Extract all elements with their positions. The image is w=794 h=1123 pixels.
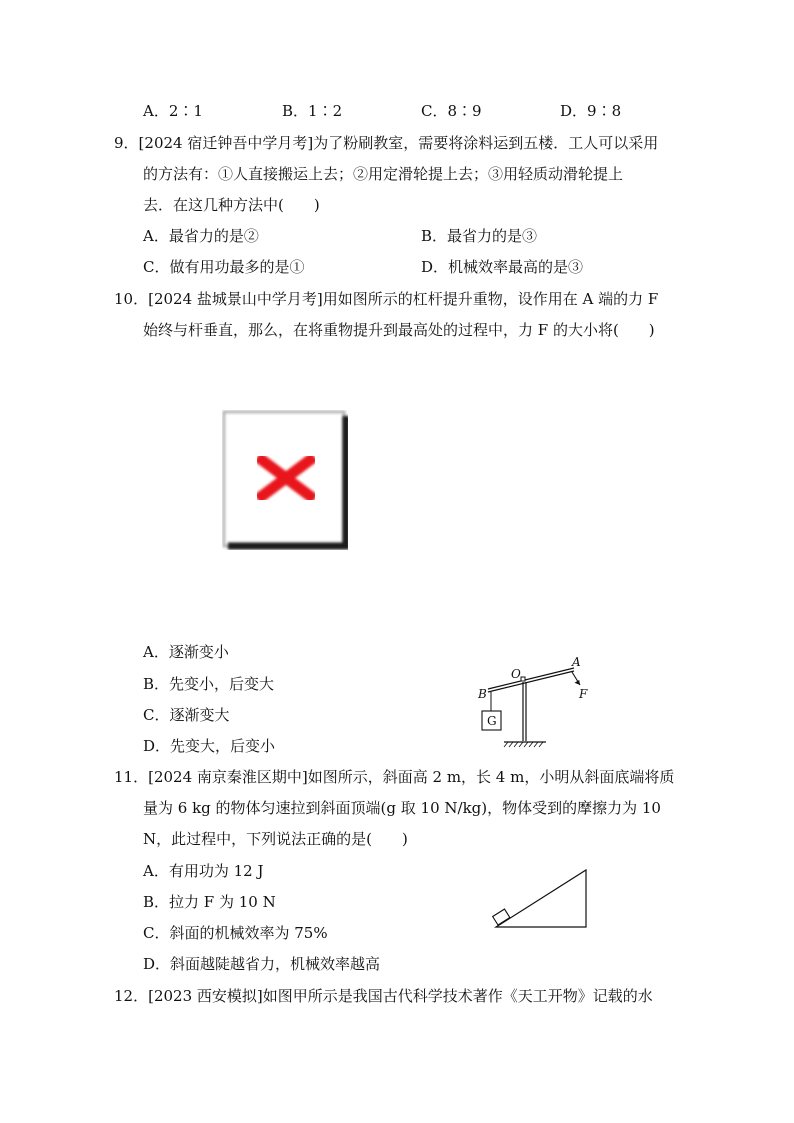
q10-option-d: D．先变大，后变小 [143, 737, 276, 755]
q9-option-a: A．最省力的是② [143, 227, 259, 245]
label-a: A [572, 655, 581, 669]
broken-image-placeholder [222, 410, 348, 550]
q8-option-b: B．1∶2 [282, 102, 343, 120]
q11-option-b: B．拉力 F 为 10 N [143, 893, 276, 911]
pivot [521, 677, 525, 681]
ground-hatch [504, 742, 543, 747]
q8-option-c: C．8∶9 [421, 102, 482, 120]
q9-stem-line-1: 9．[2024 宿迁钟吾中学月考]为了粉刷教室，需要将涂料运到五楼．工人可以采用 [114, 134, 659, 152]
q10-stem-line-1: 10．[2024 盐城景山中学月考]用如图所示的杠杆提升重物，设作用在 A 端的力 F [114, 290, 659, 308]
q10-option-c: C．逐渐变大 [143, 706, 230, 724]
q10-option-a: A．逐渐变小 [143, 643, 229, 661]
q9-option-c: C．做有用功最多的是① [143, 258, 305, 276]
q11-option-a: A．有用功为 12 J [143, 862, 264, 880]
q8-option-d: D．9∶8 [560, 102, 622, 120]
q11-stem-line-2: 量为 6 kg 的物体匀速拉到斜面顶端(g 取 10 N/kg)，物体受到的摩擦力为 10 [143, 799, 661, 817]
label-o: O [511, 667, 521, 681]
q9-option-b: B．最省力的是③ [421, 227, 538, 245]
q9-stem-line-2: 的方法有：①人直接搬运上去；②用定滑轮提上去；③用轻质动滑轮提上 [143, 165, 624, 183]
lever-bar-bottom [488, 671, 574, 692]
label-b: B [478, 687, 487, 701]
q8-option-a: A．2∶1 [143, 102, 203, 120]
q11-option-d: D．斜面越陡越省力，机械效率越高 [143, 955, 381, 973]
q10-option-b: B．先变小，后变大 [143, 675, 275, 693]
q9-option-d: D．机械效率最高的是③ [421, 258, 584, 276]
q11-option-c: C．斜面的机械效率为 75% [143, 924, 328, 942]
q11-stem-line-1: 11．[2024 南京秦淮区期中]如图所示，斜面高 2 m，长 4 m，小明从斜面底端将质 [114, 768, 675, 786]
q12-stem-line-1: 12．[2023 西安模拟]如图甲所示是我国古代科学技术著作《天工开物》记载的水 [114, 987, 653, 1005]
weight-label-g: G [487, 714, 497, 728]
q11-stem-line-3: N，此过程中，下列说法正确的是( ) [143, 830, 408, 848]
broken-image-icon [222, 410, 348, 550]
lever-figure [470, 655, 600, 750]
incline-triangle [496, 870, 586, 927]
incline-figure [492, 866, 592, 930]
lever-bar-top [488, 668, 574, 689]
label-f: F [579, 687, 588, 701]
q10-stem-line-2: 始终与杆垂直，那么，在将重物提升到最高处的过程中，力 F 的大小将( ) [143, 321, 655, 339]
q9-stem-line-3: 去．在这几种方法中( ) [143, 196, 320, 214]
